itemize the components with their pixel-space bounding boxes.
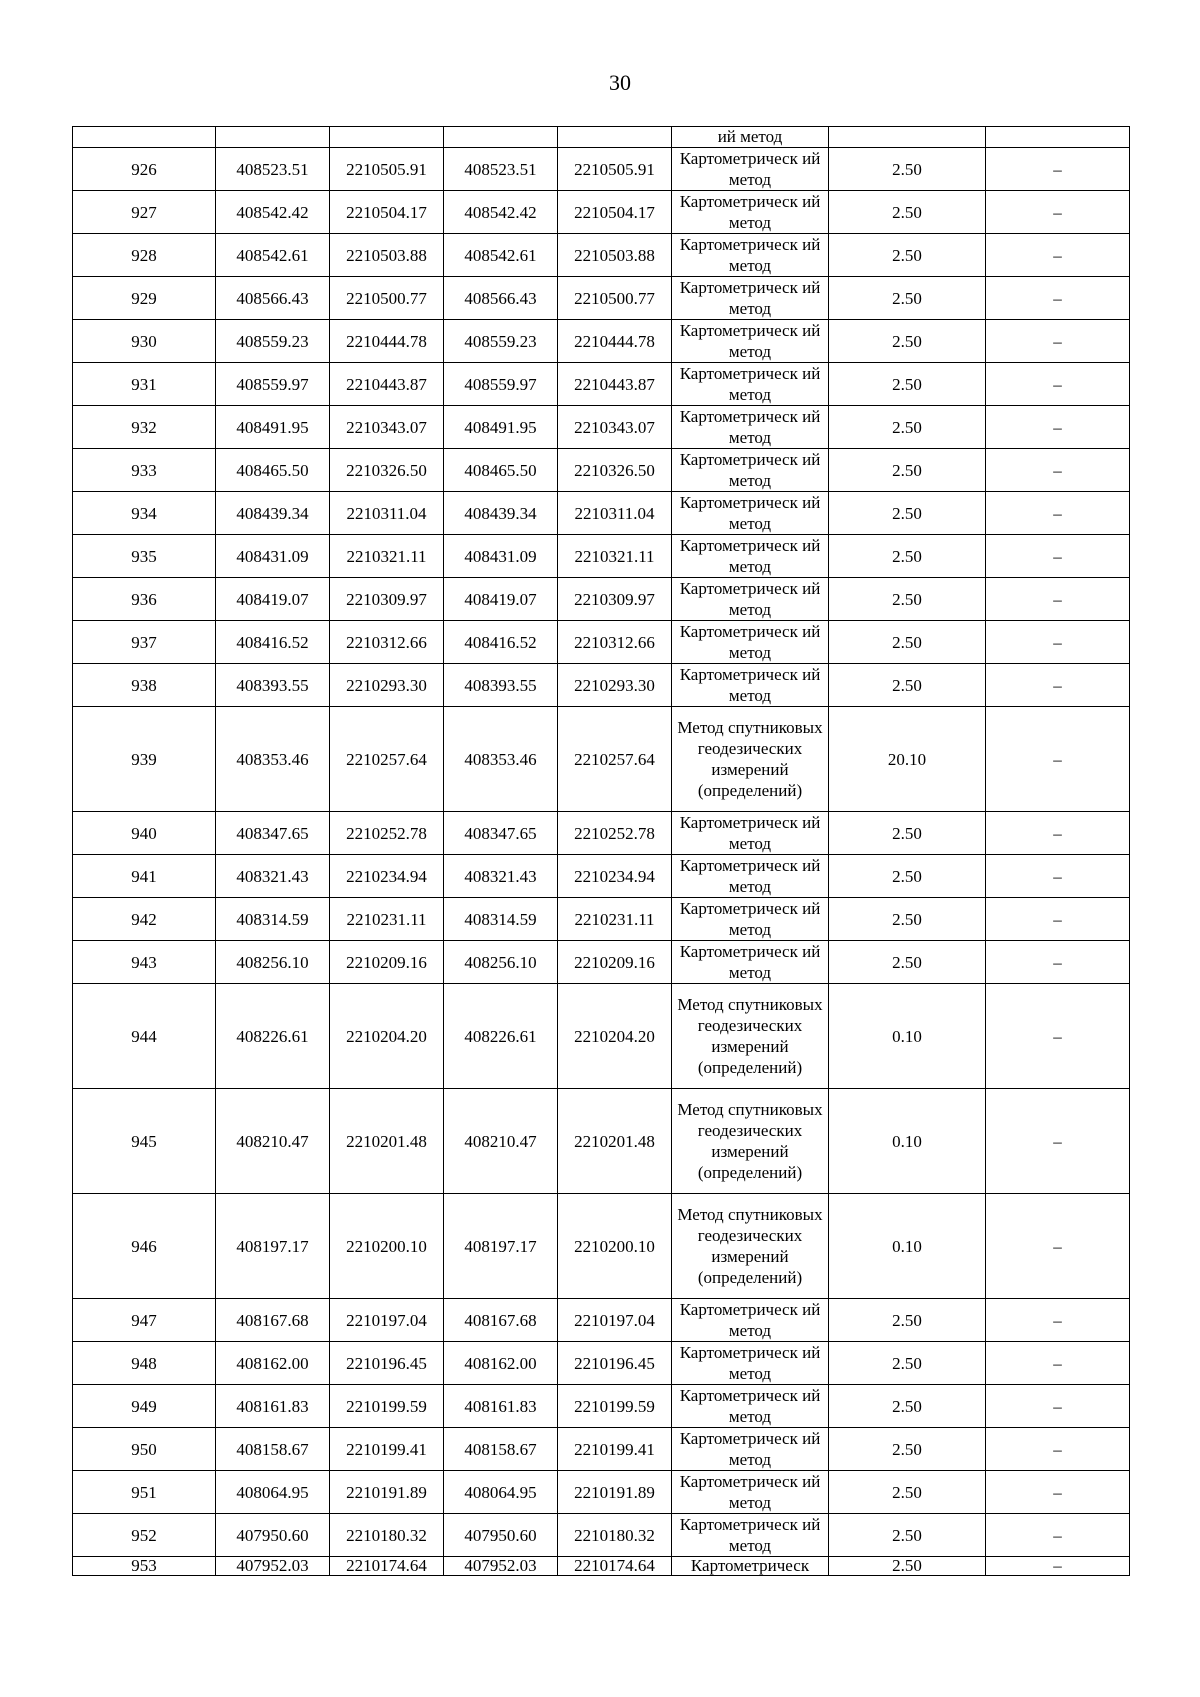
point-number-cell: 934 (73, 492, 216, 535)
accuracy-cell: 0.10 (829, 1089, 986, 1194)
point-number-cell: 942 (73, 898, 216, 941)
x-new-cell: 408158.67 (444, 1428, 558, 1471)
point-number-cell: 947 (73, 1299, 216, 1342)
y-existing-cell: 2210201.48 (330, 1089, 444, 1194)
method-cell: Картометрическ ий метод (672, 578, 829, 621)
accuracy-cell: 2.50 (829, 664, 986, 707)
method-cell: Картометрическ ий метод (672, 1514, 829, 1557)
x-new-cell: 408321.43 (444, 855, 558, 898)
table-row (73, 812, 1130, 855)
point-number-cell: 948 (73, 1342, 216, 1385)
x-existing-cell: 408314.59 (216, 898, 330, 941)
point-number-cell: 940 (73, 812, 216, 855)
description-cell: – (986, 1089, 1130, 1194)
x-existing-cell: 407952.03 (216, 1557, 330, 1576)
y-new-cell: 2210197.04 (558, 1299, 672, 1342)
accuracy-cell: 2.50 (829, 1514, 986, 1557)
table-row (73, 148, 1130, 191)
x-new-cell: 408523.51 (444, 148, 558, 191)
coordinates-table (72, 126, 1130, 1576)
x-existing-cell: 408439.34 (216, 492, 330, 535)
x-existing-cell: 408416.52 (216, 621, 330, 664)
table-row (73, 898, 1130, 941)
description-cell: – (986, 363, 1130, 406)
point-number-cell: 926 (73, 148, 216, 191)
table-row (73, 449, 1130, 492)
method-cell: Метод спутниковых геодезических измерений (определений) (672, 707, 829, 812)
accuracy-cell: 2.50 (829, 812, 986, 855)
method-cell: Картометрическ ий метод (672, 492, 829, 535)
table-row (73, 1194, 1130, 1299)
description-cell: – (986, 1194, 1130, 1299)
accuracy-cell: 2.50 (829, 191, 986, 234)
accuracy-cell: 2.50 (829, 148, 986, 191)
y-new-cell: 2210231.11 (558, 898, 672, 941)
x-new-cell: 408439.34 (444, 492, 558, 535)
table-row (73, 1557, 1130, 1576)
description-cell: – (986, 812, 1130, 855)
x-existing-cell: 408542.61 (216, 234, 330, 277)
description-cell: – (986, 855, 1130, 898)
y-existing-cell: 2210231.11 (330, 898, 444, 941)
method-cell: Картометрическ (672, 1557, 829, 1576)
accuracy-cell: 0.10 (829, 1194, 986, 1299)
y-new-cell: 2210180.32 (558, 1514, 672, 1557)
method-cell: Метод спутниковых геодезических измерений (определений) (672, 1089, 829, 1194)
x-existing-cell: 408566.43 (216, 277, 330, 320)
description-cell: – (986, 1471, 1130, 1514)
y-new-cell: 2210443.87 (558, 363, 672, 406)
y-existing-cell: 2210196.45 (330, 1342, 444, 1385)
x-new-cell: 408347.65 (444, 812, 558, 855)
accuracy-cell: 2.50 (829, 941, 986, 984)
x-existing-cell: 408523.51 (216, 148, 330, 191)
y-existing-cell: 2210191.89 (330, 1471, 444, 1514)
accuracy-cell: 2.50 (829, 320, 986, 363)
page-number: 30 (609, 70, 631, 95)
point-number-cell: 945 (73, 1089, 216, 1194)
description-cell: – (986, 898, 1130, 941)
table-row (73, 707, 1130, 812)
table-row (73, 1299, 1130, 1342)
y-new-cell: 2210321.11 (558, 535, 672, 578)
y-existing-cell: 2210311.04 (330, 492, 444, 535)
y-new-cell: 2210309.97 (558, 578, 672, 621)
table-row-continuation (73, 127, 1130, 148)
y-existing-cell: 2210204.20 (330, 984, 444, 1089)
x-existing-cell: 408431.09 (216, 535, 330, 578)
method-cell: Картометрическ ий метод (672, 664, 829, 707)
x-existing-cell: 408419.07 (216, 578, 330, 621)
table-row (73, 1428, 1130, 1471)
table-row (73, 1471, 1130, 1514)
x-new-cell: 408226.61 (444, 984, 558, 1089)
x-existing-cell: 408226.61 (216, 984, 330, 1089)
table-row (73, 277, 1130, 320)
x-existing-cell: 408353.46 (216, 707, 330, 812)
y-existing-cell: 2210209.16 (330, 941, 444, 984)
point-number-cell: 938 (73, 664, 216, 707)
description-cell: – (986, 707, 1130, 812)
y-new-cell: 2210312.66 (558, 621, 672, 664)
y-existing-cell: 2210444.78 (330, 320, 444, 363)
accuracy-cell: 2.50 (829, 492, 986, 535)
y-new-cell: 2210200.10 (558, 1194, 672, 1299)
x-new-cell: 408314.59 (444, 898, 558, 941)
method-cell: Картометрическ ий метод (672, 1342, 829, 1385)
table-row (73, 664, 1130, 707)
description-cell: – (986, 191, 1130, 234)
method-cell: Метод спутниковых геодезических измерений (определений) (672, 984, 829, 1089)
table-row (73, 406, 1130, 449)
description-cell: – (986, 1557, 1130, 1576)
description-cell: – (986, 1428, 1130, 1471)
x-existing-cell: 408162.00 (216, 1342, 330, 1385)
table-row (73, 191, 1130, 234)
x-existing-cell: 408167.68 (216, 1299, 330, 1342)
x-new-cell: 408162.00 (444, 1342, 558, 1385)
method-cell: Картометрическ ий метод (672, 277, 829, 320)
point-number-cell: 939 (73, 707, 216, 812)
x-existing-cell: 408559.97 (216, 363, 330, 406)
accuracy-cell: 2.50 (829, 1299, 986, 1342)
x-new-cell: 408559.23 (444, 320, 558, 363)
method-cell: Картометрическ ий метод (672, 1299, 829, 1342)
description-cell: – (986, 320, 1130, 363)
x-existing-cell: 408064.95 (216, 1471, 330, 1514)
point-number-cell: 952 (73, 1514, 216, 1557)
point-number-cell: 929 (73, 277, 216, 320)
x-existing-cell: 408491.95 (216, 406, 330, 449)
method-cell: Картометрическ ий метод (672, 1428, 829, 1471)
point-number-cell: 941 (73, 855, 216, 898)
table-row (73, 363, 1130, 406)
accuracy-cell: 2.50 (829, 1471, 986, 1514)
y-existing-cell: 2210326.50 (330, 449, 444, 492)
table-row (73, 621, 1130, 664)
accuracy-cell: 2.50 (829, 621, 986, 664)
y-existing-cell: 2210343.07 (330, 406, 444, 449)
x-existing-cell: 408321.43 (216, 855, 330, 898)
y-new-cell: 2210199.59 (558, 1385, 672, 1428)
y-existing-cell: 2210309.97 (330, 578, 444, 621)
y-new-cell: 2210209.16 (558, 941, 672, 984)
table-row (73, 1342, 1130, 1385)
table-row (73, 578, 1130, 621)
y-existing-cell: 2210252.78 (330, 812, 444, 855)
y-new-cell: 2210191.89 (558, 1471, 672, 1514)
accuracy-cell: 2.50 (829, 234, 986, 277)
x-new-cell: 408566.43 (444, 277, 558, 320)
method-cell: Картометрическ ий метод (672, 320, 829, 363)
method-cell: Картометрическ ий метод (672, 535, 829, 578)
method-cell: Картометрическ ий метод (672, 406, 829, 449)
table-row (73, 1385, 1130, 1428)
y-existing-cell: 2210200.10 (330, 1194, 444, 1299)
accuracy-cell: 2.50 (829, 855, 986, 898)
description-cell: – (986, 535, 1130, 578)
point-number-cell: 943 (73, 941, 216, 984)
y-existing-cell: 2210174.64 (330, 1557, 444, 1576)
x-new-cell: 408559.97 (444, 363, 558, 406)
point-number-cell: 944 (73, 984, 216, 1089)
x-new-cell: 408431.09 (444, 535, 558, 578)
point-number-cell: 931 (73, 363, 216, 406)
x-existing-cell: 408256.10 (216, 941, 330, 984)
y-new-cell: 2210500.77 (558, 277, 672, 320)
x-new-cell: 407950.60 (444, 1514, 558, 1557)
y-existing-cell: 2210197.04 (330, 1299, 444, 1342)
description-cell: – (986, 1514, 1130, 1557)
x-new-cell: 408256.10 (444, 941, 558, 984)
accuracy-cell: 2.50 (829, 1428, 986, 1471)
y-new-cell: 2210503.88 (558, 234, 672, 277)
table-row (73, 984, 1130, 1089)
description-cell: – (986, 406, 1130, 449)
y-new-cell: 2210444.78 (558, 320, 672, 363)
description-cell: – (986, 664, 1130, 707)
method-cell: Метод спутниковых геодезических измерений (определений) (672, 1194, 829, 1299)
point-number-cell: 949 (73, 1385, 216, 1428)
description-cell: – (986, 492, 1130, 535)
accuracy-cell: 2.50 (829, 277, 986, 320)
point-number-cell: 928 (73, 234, 216, 277)
y-existing-cell: 2210505.91 (330, 148, 444, 191)
x-new-cell: 408353.46 (444, 707, 558, 812)
accuracy-cell: 0.10 (829, 984, 986, 1089)
y-existing-cell: 2210199.59 (330, 1385, 444, 1428)
method-cell: Картометрическ ий метод (672, 898, 829, 941)
x-existing-cell: 408161.83 (216, 1385, 330, 1428)
y-new-cell: 2210311.04 (558, 492, 672, 535)
y-existing-cell: 2210443.87 (330, 363, 444, 406)
accuracy-cell: 2.50 (829, 535, 986, 578)
x-new-cell: 408419.07 (444, 578, 558, 621)
accuracy-cell: 2.50 (829, 898, 986, 941)
method-cell: Картометрическ ий метод (672, 1385, 829, 1428)
method-cell: Картометрическ ий метод (672, 855, 829, 898)
table-row (73, 320, 1130, 363)
y-existing-cell: 2210180.32 (330, 1514, 444, 1557)
table-row (73, 1514, 1130, 1557)
x-new-cell: 408167.68 (444, 1299, 558, 1342)
x-new-cell: 408161.83 (444, 1385, 558, 1428)
accuracy-cell: 2.50 (829, 363, 986, 406)
point-number-cell: 935 (73, 535, 216, 578)
y-new-cell: 2210504.17 (558, 191, 672, 234)
accuracy-cell: 2.50 (829, 1342, 986, 1385)
table-row (73, 941, 1130, 984)
x-new-cell: 408491.95 (444, 406, 558, 449)
description-cell: – (986, 984, 1130, 1089)
y-new-cell: 2210201.48 (558, 1089, 672, 1194)
point-number-cell: 951 (73, 1471, 216, 1514)
description-cell: – (986, 277, 1130, 320)
table-row (73, 234, 1130, 277)
point-number-cell: 933 (73, 449, 216, 492)
point-number-cell: 936 (73, 578, 216, 621)
y-new-cell: 2210505.91 (558, 148, 672, 191)
accuracy-cell: 20.10 (829, 707, 986, 812)
x-existing-cell: 408158.67 (216, 1428, 330, 1471)
point-number-cell: 950 (73, 1428, 216, 1471)
y-new-cell: 2210199.41 (558, 1428, 672, 1471)
description-cell: – (986, 1385, 1130, 1428)
table-row (73, 492, 1130, 535)
description-cell: – (986, 148, 1130, 191)
description-cell: – (986, 621, 1130, 664)
y-new-cell: 2210343.07 (558, 406, 672, 449)
x-new-cell: 408542.61 (444, 234, 558, 277)
accuracy-cell: 2.50 (829, 449, 986, 492)
description-cell: – (986, 449, 1130, 492)
y-new-cell: 2210204.20 (558, 984, 672, 1089)
x-new-cell: 408064.95 (444, 1471, 558, 1514)
table-row (73, 1089, 1130, 1194)
x-existing-cell: 408559.23 (216, 320, 330, 363)
y-existing-cell: 2210293.30 (330, 664, 444, 707)
method-cell: Картометрическ ий метод (672, 363, 829, 406)
y-new-cell: 2210234.94 (558, 855, 672, 898)
accuracy-cell: 2.50 (829, 578, 986, 621)
y-new-cell: 2210257.64 (558, 707, 672, 812)
x-new-cell: 408197.17 (444, 1194, 558, 1299)
x-existing-cell: 408465.50 (216, 449, 330, 492)
description-cell: – (986, 578, 1130, 621)
y-existing-cell: 2210321.11 (330, 535, 444, 578)
point-number-cell: 953 (73, 1557, 216, 1576)
y-existing-cell: 2210312.66 (330, 621, 444, 664)
x-new-cell: 408393.55 (444, 664, 558, 707)
y-existing-cell: 2210504.17 (330, 191, 444, 234)
y-existing-cell: 2210234.94 (330, 855, 444, 898)
point-number-cell: 930 (73, 320, 216, 363)
method-cell: Картометрическ ий метод (672, 449, 829, 492)
point-number-cell: 937 (73, 621, 216, 664)
y-existing-cell: 2210257.64 (330, 707, 444, 812)
x-existing-cell: 408347.65 (216, 812, 330, 855)
table-row (73, 855, 1130, 898)
y-new-cell: 2210293.30 (558, 664, 672, 707)
x-existing-cell: 408542.42 (216, 191, 330, 234)
y-new-cell: 2210326.50 (558, 449, 672, 492)
method-cell: ий метод (672, 127, 829, 148)
method-cell: Картометрическ ий метод (672, 148, 829, 191)
method-cell: Картометрическ ий метод (672, 1471, 829, 1514)
x-new-cell: 408542.42 (444, 191, 558, 234)
point-number-cell: 946 (73, 1194, 216, 1299)
point-number-cell: 932 (73, 406, 216, 449)
y-new-cell: 2210196.45 (558, 1342, 672, 1385)
description-cell: – (986, 1299, 1130, 1342)
method-cell: Картометрическ ий метод (672, 812, 829, 855)
x-existing-cell: 408210.47 (216, 1089, 330, 1194)
method-cell: Картометрическ ий метод (672, 941, 829, 984)
y-new-cell: 2210252.78 (558, 812, 672, 855)
method-cell: Картометрическ ий метод (672, 621, 829, 664)
accuracy-cell: 2.50 (829, 406, 986, 449)
x-new-cell: 407952.03 (444, 1557, 558, 1576)
accuracy-cell: 2.50 (829, 1557, 986, 1576)
description-cell: – (986, 234, 1130, 277)
description-cell: – (986, 941, 1130, 984)
y-new-cell: 2210174.64 (558, 1557, 672, 1576)
x-existing-cell: 407950.60 (216, 1514, 330, 1557)
x-new-cell: 408465.50 (444, 449, 558, 492)
method-cell: Картометрическ ий метод (672, 191, 829, 234)
x-existing-cell: 408197.17 (216, 1194, 330, 1299)
point-number-cell: 927 (73, 191, 216, 234)
y-existing-cell: 2210199.41 (330, 1428, 444, 1471)
table-row (73, 535, 1130, 578)
description-cell: – (986, 1342, 1130, 1385)
accuracy-cell: 2.50 (829, 1385, 986, 1428)
x-new-cell: 408210.47 (444, 1089, 558, 1194)
y-existing-cell: 2210500.77 (330, 277, 444, 320)
method-cell: Картометрическ ий метод (672, 234, 829, 277)
x-new-cell: 408416.52 (444, 621, 558, 664)
x-existing-cell: 408393.55 (216, 664, 330, 707)
y-existing-cell: 2210503.88 (330, 234, 444, 277)
